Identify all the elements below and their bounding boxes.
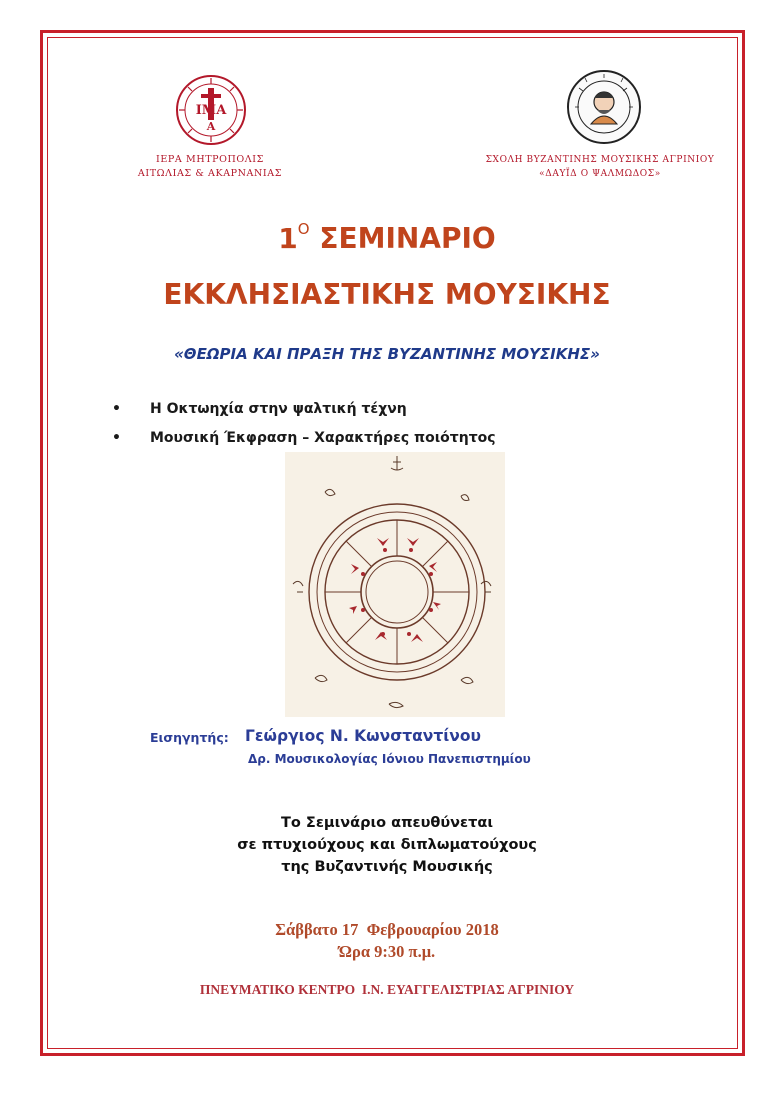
- topic-list: [112, 398, 496, 456]
- title-ordinal-sup: Ο: [297, 219, 310, 238]
- speaker-name: Γεώργιος Ν. Κωνσταντίνου: [245, 727, 481, 745]
- right-org-line1: ΣΧΟΛΗ ΒΥΖΑΝΤΙΝΗΣ ΜΟΥΣΙΚΗΣ ΑΓΡΙΝΙΟΥ: [485, 155, 715, 165]
- title-line1: [0, 219, 774, 255]
- right-org-name: [480, 153, 720, 181]
- right-org-line2: «ΔΑΥΪΔ Ο ΨΑΛΜΩΔΟΣ»: [539, 169, 661, 179]
- event-venue: ΠΝΕΥΜΑΤΙΚΟ ΚΕΝΤΡΟ Ι.Ν. ΕΥΑΓΓΕΛΙΣΤΡΙΑΣ ΑΓΡΙΝΙΟΥ: [199, 982, 575, 997]
- svg-text:A: A: [206, 120, 216, 133]
- school-seal-logo: [565, 68, 643, 146]
- event-time: Ώρα 9:30 π.μ.: [338, 942, 436, 961]
- topic-text: Η Οκτωηχία στην ψαλτική τέχνη: [150, 401, 407, 417]
- title-ordinal: 1: [278, 222, 298, 255]
- speaker-label: Εισηγητής:: [150, 730, 229, 745]
- speaker-title: Δρ. Μουσικολογίας Ιόνιου Πανεπιστημίου: [248, 752, 531, 766]
- bullet-icon: •: [112, 401, 121, 417]
- subtitle: «ΘΕΩΡΙΑ ΚΑΙ ΠΡΑΞΗ ΤΗΣ ΒΥΖΑΝΤΙΝΗΣ ΜΟΥΣΙΚΗΣ»: [174, 345, 600, 363]
- metropolis-seal-logo: [173, 72, 249, 148]
- title-line2: ΕΚΚΛΗΣΙΑΣΤΙΚΗΣ ΜΟΥΣΙΚΗΣ: [163, 278, 611, 311]
- title-line1-text: ΣΕΜΙΝΑΡΙΟ: [309, 222, 496, 255]
- audience-line1: Το Σεμινάριο απευθύνεται: [281, 815, 493, 831]
- octoechos-wheel-illustration: [285, 452, 505, 722]
- svg-text:I​M​​A: I​M​​A: [195, 103, 227, 118]
- audience-line3: της Βυζαντινής Μουσικής: [281, 859, 493, 875]
- topic-text: Μουσική Έκφραση – Χαρακτήρες ποιότητος: [150, 430, 496, 446]
- bullet-icon: •: [112, 430, 121, 446]
- event-datetime: [0, 919, 774, 963]
- audience-notice: [0, 812, 774, 878]
- left-org-line2: ΑΙΤΩΛΙΑΣ & ΑΚΑΡΝΑΝΙΑΣ: [137, 168, 283, 179]
- event-date: Σάββατο 17 Φεβρουαρίου 2018: [275, 920, 499, 939]
- list-item: [112, 398, 496, 427]
- audience-line2: σε πτυχιούχους και διπλωματούχους: [237, 837, 537, 853]
- left-org-name: [105, 153, 315, 181]
- left-org-line1: ΙΕΡΑ ΜΗΤΡΟΠΟΛΙΣ: [156, 154, 264, 165]
